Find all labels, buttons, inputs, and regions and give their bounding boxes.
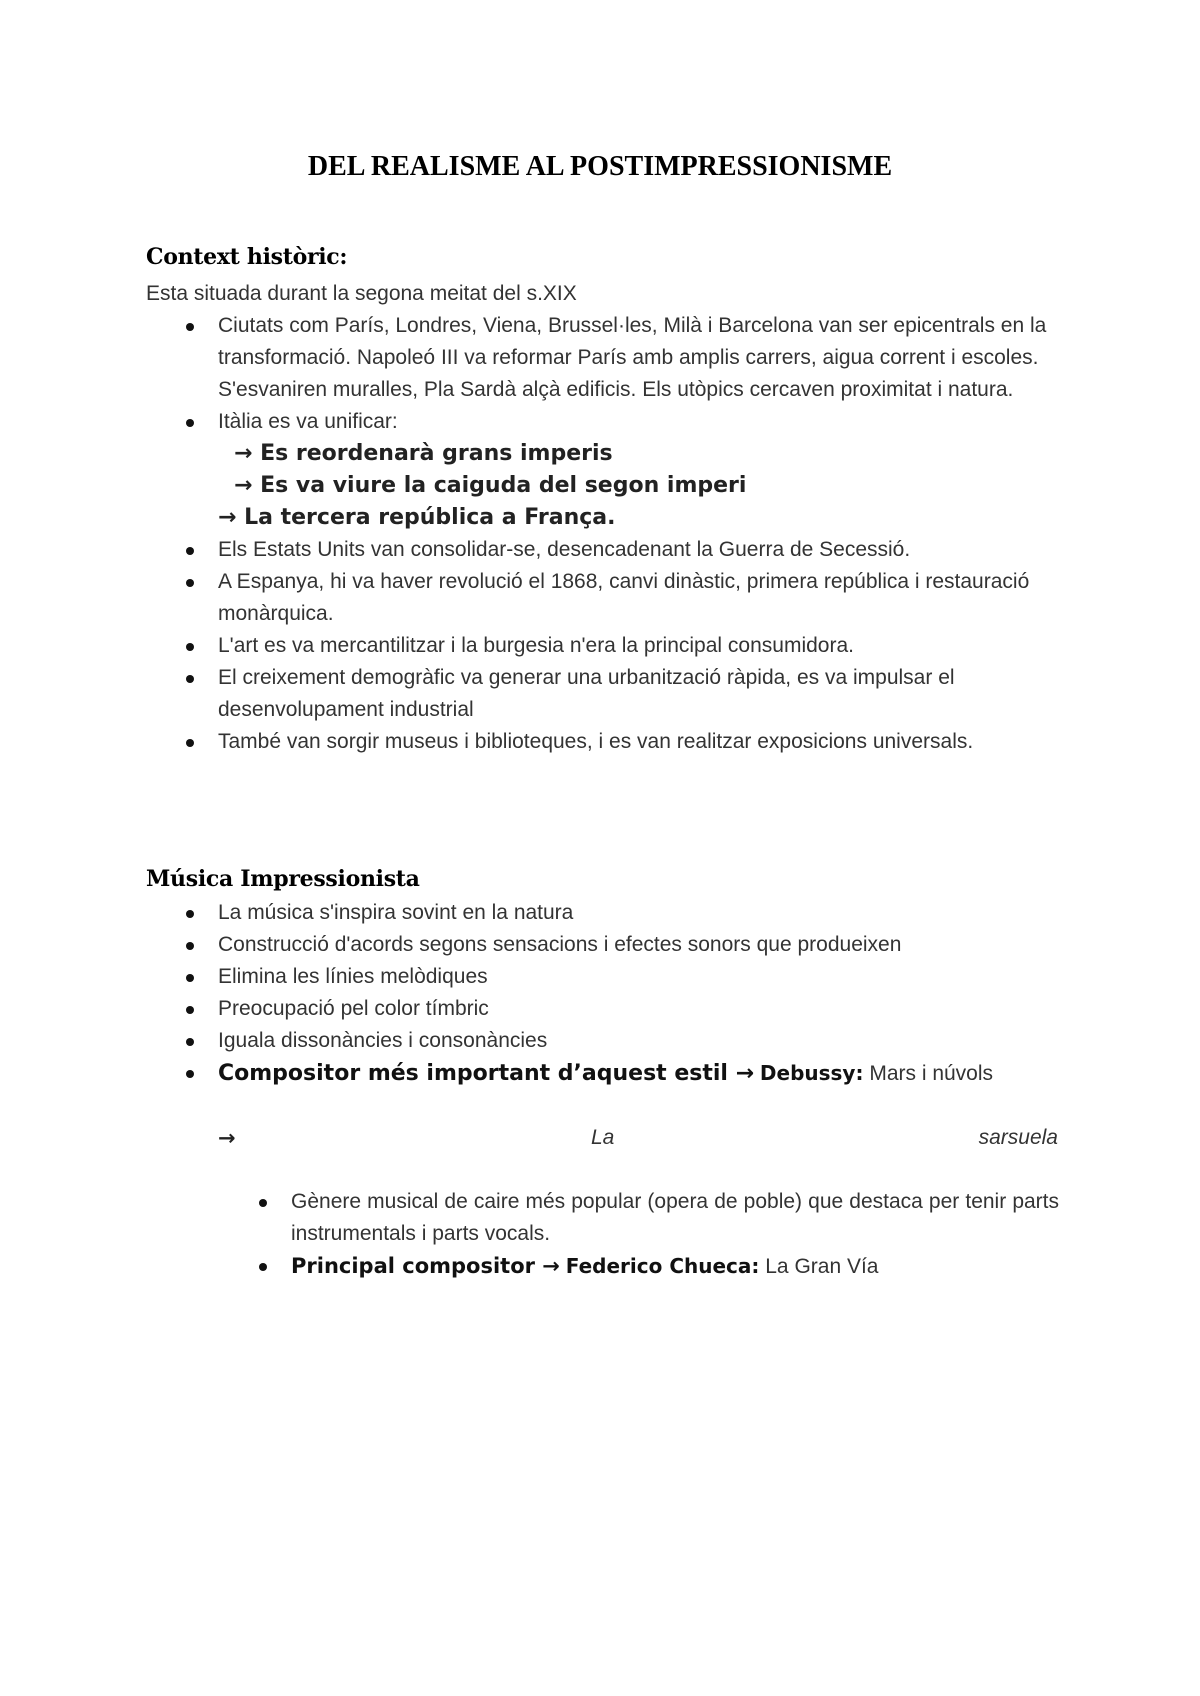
bullet-icon bbox=[259, 1199, 267, 1207]
composer-item bbox=[218, 1057, 1068, 1090]
bullet-icon bbox=[186, 739, 194, 747]
bullet-icon bbox=[186, 323, 194, 331]
bullet-icon bbox=[186, 643, 194, 651]
list-item: Construcció d'acords segons sensacions i efectes sonors que produeixen bbox=[218, 929, 1068, 961]
composer-item bbox=[291, 1250, 1059, 1283]
list-item: Gènere musical de caire més popular (opera de poble) que destaca per tenir parts instrumentals i parts vocals. bbox=[291, 1186, 1059, 1250]
document-title: DEL REALISME AL POSTIMPRESSIONISME bbox=[307, 151, 893, 182]
italy-sub-item: → Es reordenarà grans imperis bbox=[234, 441, 613, 466]
context-heading: Context històric: bbox=[146, 244, 348, 270]
list-item: A Espanya, hi va haver revolució el 1868, canvi dinàstic, primera república i restauració monàrquica. bbox=[218, 566, 1068, 630]
list-item: El creixement demogràfic va generar una urbanització ràpida, es va impulsar el desenvolupament industrial bbox=[218, 662, 1068, 726]
bullet-icon bbox=[186, 1006, 194, 1014]
context-list bbox=[218, 310, 1068, 758]
sarsuela-word-1: La bbox=[591, 1126, 615, 1149]
list-item: Elimina les línies melòdiques bbox=[218, 961, 1068, 993]
sarsuela-list bbox=[291, 1186, 1059, 1283]
list-item: L'art es va mercantilitzar i la burgesia n'era la principal consumidora. bbox=[218, 630, 1068, 662]
list-item: Ciutats com París, Londres, Viena, Brussel·les, Milà i Barcelona van ser epicentrals en la transformació. Napoleó III va reformar París amb amplis carrers, aigua corrent i escoles. S'esvaniren muralles, Pla Sardà alçà edificis. Els utòpics cercaven proximitat i natura. bbox=[218, 310, 1068, 406]
italy-sub-item: → Es va viure la caiguda del segon imperi bbox=[234, 473, 747, 498]
list-item: Iguala dissonàncies i consonàncies bbox=[218, 1025, 1068, 1057]
bullet-icon bbox=[186, 910, 194, 918]
bullet-icon bbox=[186, 974, 194, 982]
list-item: També van sorgir museus i biblioteques, i es van realitzar exposicions universals. bbox=[218, 726, 1068, 758]
arrow-icon: → bbox=[218, 1126, 236, 1150]
sarsuela-heading bbox=[218, 1122, 1058, 1154]
composer-work: Mars i núvols bbox=[869, 1062, 994, 1085]
context-intro: Esta situada durant la segona meitat del s.XIX bbox=[146, 282, 577, 305]
list-item: Els Estats Units van consolidar-se, desencadenant la Guerra de Secessió. bbox=[218, 534, 1068, 566]
music-list bbox=[218, 897, 1068, 1090]
music-heading: Música Impressionista bbox=[146, 866, 420, 892]
bullet-icon bbox=[186, 419, 194, 427]
composer-work: La Gran Vía bbox=[765, 1255, 879, 1278]
bullet-icon bbox=[186, 1070, 194, 1078]
list-item: Itàlia es va unificar: → Es reordenarà grans imperis → Es va viure la caiguda del segon imperi → La tercera república a França. bbox=[218, 406, 1068, 534]
bullet-icon bbox=[186, 942, 194, 950]
composer-label: Principal compositor → bbox=[291, 1254, 560, 1278]
bullet-icon bbox=[186, 675, 194, 683]
bullet-icon bbox=[186, 1038, 194, 1046]
sarsuela-word-2: sarsuela bbox=[978, 1126, 1058, 1149]
bullet-icon bbox=[186, 579, 194, 587]
composer-label: Compositor més important d’aquest estil → bbox=[218, 1061, 755, 1086]
bullet-icon bbox=[259, 1263, 267, 1271]
composer-name: Federico Chueca: bbox=[565, 1254, 760, 1278]
composer-name: Debussy: bbox=[759, 1061, 864, 1085]
list-item: Preocupació pel color tímbric bbox=[218, 993, 1068, 1025]
italy-sub-item: → La tercera república a França. bbox=[218, 505, 616, 530]
list-item: La música s'inspira sovint en la natura bbox=[218, 897, 1068, 929]
bullet-icon bbox=[186, 547, 194, 555]
